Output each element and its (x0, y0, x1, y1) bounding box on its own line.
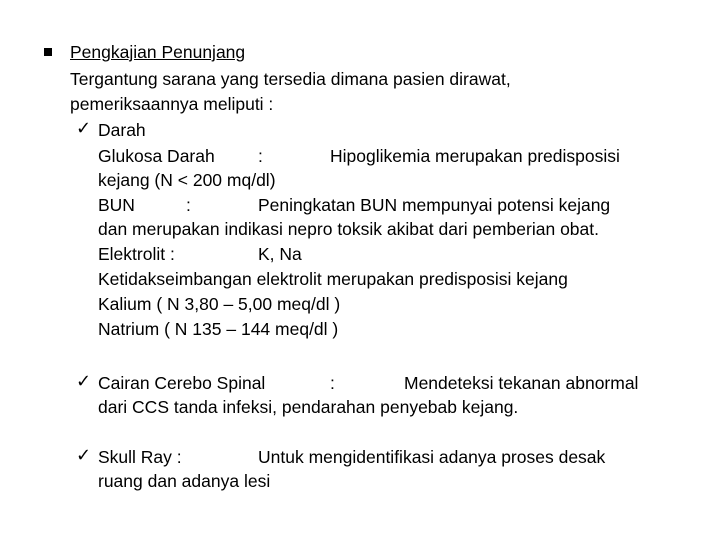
glukosa-label: Glukosa Darah (98, 146, 215, 166)
intro-line-2: pemeriksaannya meliputi : (70, 94, 274, 114)
ccs-description-2: dari CCS tanda infeksi, pendarahan penyebab kejang. (98, 397, 519, 417)
bun-description-2: dan merupakan indikasi nepro toksik akibat dari pemberian obat. (98, 219, 599, 239)
kalium-text: Kalium ( N 3,80 – 5,00 meq/dl ) (98, 294, 341, 314)
elektrolit-label: Elektrolit : (98, 244, 175, 264)
elektrolit-value: K, Na (258, 244, 302, 264)
darah-label: Darah (98, 120, 146, 140)
bun-label: BUN (98, 195, 135, 215)
skull-ray-label: Skull Ray : (98, 447, 182, 467)
intro-line-1: Tergantung sarana yang tersedia dimana pasien dirawat, (70, 69, 511, 89)
ccs-colon: : (330, 373, 335, 393)
bun-description: Peningkatan BUN mempunyai potensi kejang (258, 195, 611, 215)
skull-ray-description-2: ruang dan adanya lesi (98, 471, 271, 491)
glukosa-colon: : (258, 146, 263, 166)
ccs-label: Cairan Cerebo Spinal (98, 373, 266, 393)
glukosa-description: Hipoglikemia merupakan predisposisi (330, 146, 620, 166)
ccs-description: Mendeteksi tekanan abnormal (404, 373, 639, 393)
skull-ray-description: Untuk mengidentifikasi adanya proses desak (258, 447, 606, 467)
bun-colon: : (186, 195, 191, 215)
natrium-text: Natrium ( N 135 – 144 meq/dl ) (98, 319, 339, 339)
checkmark-icon: ✓ (76, 118, 92, 139)
square-bullet-icon (44, 48, 52, 56)
ketidakseimbangan-text: Ketidakseimbangan elektrolit merupakan predisposisi kejang (98, 269, 568, 289)
checkmark-icon: ✓ (76, 445, 92, 466)
glukosa-description-2: kejang (N < 200 mq/dl) (98, 170, 276, 190)
section-heading: Pengkajian Penunjang (70, 42, 246, 62)
checkmark-icon: ✓ (76, 371, 92, 392)
